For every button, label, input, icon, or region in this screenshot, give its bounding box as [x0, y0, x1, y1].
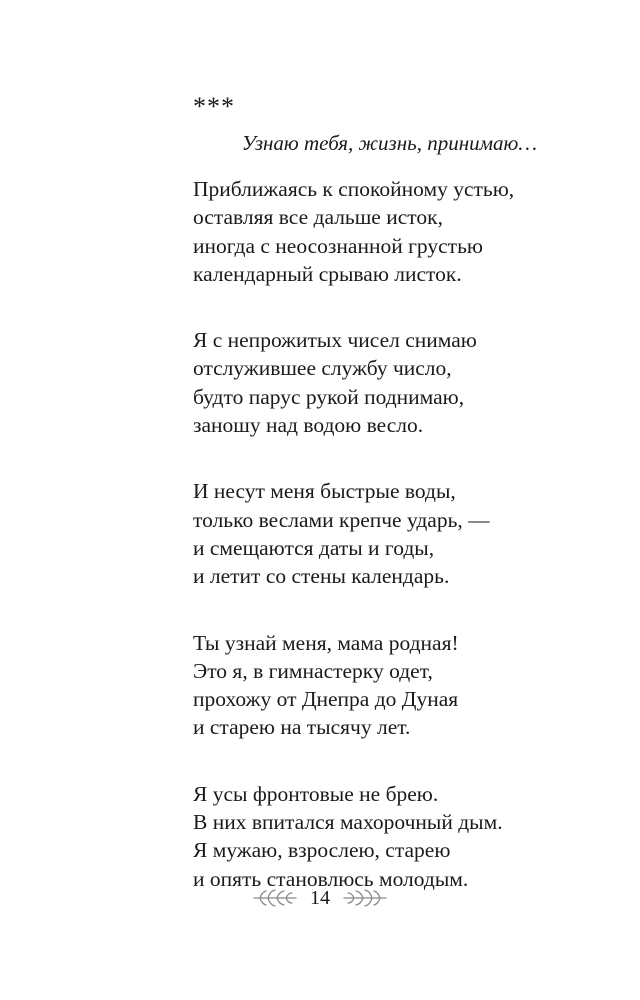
stanza — [193, 629, 613, 742]
page-number: 14 — [310, 887, 330, 909]
poem-body — [193, 175, 613, 931]
poem-line: отслужившее службу число, — [193, 356, 452, 381]
poem-line: Приближаясь к спокойному устью, — [193, 177, 515, 201]
stanza — [193, 326, 613, 439]
poem-line: Я усы фронтовые не брею. — [193, 781, 439, 806]
leaf-ornament-icon — [340, 887, 388, 909]
poem-line: иногда с неосознанной грустью — [193, 233, 483, 258]
epigraph: Узнаю тебя, жизнь, принимаю… — [241, 131, 537, 155]
poem-line: Это я, в гимнастерку одет, — [193, 658, 433, 683]
poem-line: только веслами крепче ударь, — — [193, 507, 490, 532]
poem-line: и опять становлюсь молодым. — [193, 866, 469, 891]
poem-line: прохожу от Днепра до Дуная — [193, 687, 459, 712]
page-footer — [0, 883, 640, 913]
poem-line: оставляя все дальше исток, — [193, 205, 443, 230]
stanza — [193, 175, 613, 288]
poem-line: будто парус рукой поднимаю, — [193, 384, 465, 409]
stanza — [193, 477, 613, 590]
poem-line: Я мужаю, взрослею, старею — [193, 838, 451, 863]
section-asterisks: *** — [193, 92, 235, 121]
poem-line: и старею на тысячу лет. — [193, 715, 411, 740]
poem-line: и летит со стены календарь. — [193, 564, 450, 589]
stanza — [193, 780, 613, 893]
poem-line: В них впитался махорочный дым. — [193, 810, 503, 835]
leaf-ornament-icon — [252, 887, 300, 909]
poem-line: Ты узнай меня, мама родная! — [193, 630, 459, 655]
poem-line: Я с непрожитых чисел снимаю — [193, 328, 477, 353]
poem-line: заношу над водою весло. — [193, 413, 424, 438]
poem-line: И несут меня быстрые воды, — [193, 479, 456, 504]
poem-line: календарный срываю листок. — [193, 261, 462, 286]
poem-line: и смещаются даты и годы, — [193, 535, 435, 560]
